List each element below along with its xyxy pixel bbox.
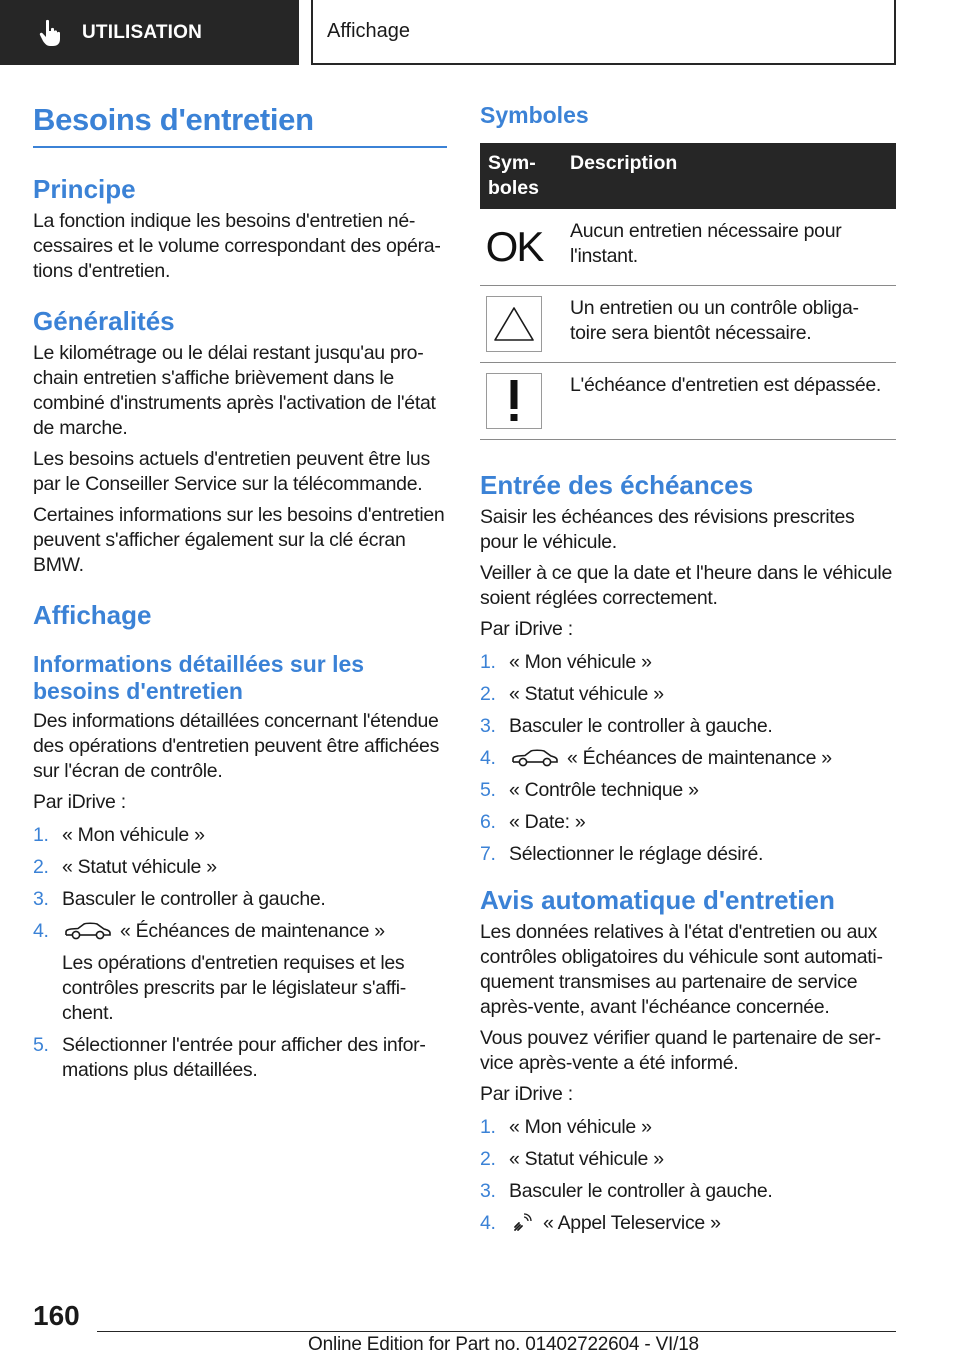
chapter-title: Affichage: [327, 20, 411, 42]
footer-divider: [97, 1331, 896, 1332]
step-number: 5.: [33, 1034, 49, 1056]
step-number: 4.: [33, 920, 49, 942]
steps-list: [480, 1115, 896, 1236]
heading-entree: Entrée des échéances: [480, 470, 754, 500]
step-text: Basculer le controller à gauche.: [509, 1180, 773, 1202]
table-header-symbols: Symboles: [480, 143, 562, 209]
table-cell-description: L'échéance d'entretien est dépassée.: [562, 363, 896, 440]
list-item: [33, 919, 447, 1026]
heading-generalites: Généralités: [33, 306, 175, 336]
step-number: 4.: [480, 747, 496, 769]
paragraph: Des informations détaillées concernant l'étendue des opérations d'entretien peuvent être affichées sur l'écran de contrôle.: [33, 710, 440, 782]
heading-affichage: Affichage: [33, 600, 152, 630]
step-number: 4.: [480, 1212, 496, 1234]
footer-edition: Online Edition for Part no. 01402722604 - VI/18: [308, 1334, 699, 1355]
car-icon: [511, 748, 559, 768]
step-text: Basculer le controller à gauche.: [509, 715, 773, 737]
step-subtext: Les opérations d'entretien requises et les contrôles prescrits par le législateur s'affichent.: [62, 952, 407, 1024]
table-cell-description: Un entretien ou un contrôle obligatoire sera bientôt nécessaire.: [562, 286, 896, 363]
paragraph: Par iDrive :: [33, 791, 126, 813]
list-item: [480, 778, 896, 803]
step-number: 1.: [33, 824, 49, 846]
chapter-header: [311, 0, 896, 65]
step-number: 7.: [480, 843, 496, 865]
list-item: [480, 650, 896, 675]
list-item: [480, 1179, 896, 1204]
table-row: [480, 209, 896, 286]
heading-symboles: Symboles: [480, 102, 589, 128]
step-number: 3.: [480, 715, 496, 737]
step-text: Basculer le controller à gauche.: [62, 888, 326, 910]
list-item: [33, 823, 447, 848]
steps-list: [480, 650, 896, 867]
table-row: [480, 363, 896, 440]
step-number: 2.: [33, 856, 49, 878]
paragraph: Les besoins actuels d'entretien peuvent être lus par le Conseiller Service sur la télécommande.: [33, 448, 430, 495]
list-item: [480, 810, 896, 835]
list-item: [480, 1211, 896, 1236]
step-text: « Statut véhicule »: [62, 856, 217, 878]
step-text: « Échéances de maintenance »: [567, 747, 832, 769]
table-row: [480, 286, 896, 363]
step-number: 6.: [480, 811, 496, 833]
paragraph: Saisir les échéances des révisions prescrites pour le véhicule.: [480, 506, 855, 553]
paragraph: Le kilométrage ou le délai restant jusqu'au prochain entretien s'affiche brièvement dans le combiné d'instruments après l'activation de l'état de marche.: [33, 342, 436, 439]
table-header-description: Description: [562, 143, 896, 209]
step-text: Sélectionner l'entrée pour afficher des informations plus détaillées.: [62, 1034, 426, 1081]
paragraph: Par iDrive :: [480, 1083, 573, 1105]
list-item: [33, 855, 447, 880]
left-column: [33, 96, 447, 1090]
list-item: [480, 1147, 896, 1172]
ok-icon: [486, 219, 542, 275]
step-text: Sélectionner le réglage désiré.: [509, 843, 764, 865]
step-text: « Mon véhicule »: [62, 824, 205, 846]
list-item: [33, 887, 447, 912]
car-icon: [64, 921, 112, 941]
step-text: « Mon véhicule »: [509, 651, 652, 673]
paragraph: La fonction indique les besoins d'entretien nécessaires et le volume correspondant des opérations d'entretien.: [33, 210, 441, 282]
step-text: « Échéances de maintenance »: [120, 920, 385, 942]
right-column: [480, 96, 896, 1243]
step-number: 3.: [480, 1180, 496, 1202]
exclamation-icon: [486, 373, 542, 429]
step-text: « Mon véhicule »: [509, 1116, 652, 1138]
step-number: 1.: [480, 651, 496, 673]
section-header: [0, 0, 299, 65]
step-number: 1.: [480, 1116, 496, 1138]
step-text: « Statut véhicule »: [509, 1148, 664, 1170]
phone-service-icon: [513, 1212, 533, 1232]
paragraph: Veiller à ce que la date et l'heure dans le véhicule soient réglées correctement.: [480, 562, 892, 609]
ok-symbol-text: OK: [485, 223, 543, 270]
section-title: UTILISATION: [82, 21, 203, 43]
step-number: 3.: [33, 888, 49, 910]
paragraph: Vous pouvez vérifier quand le partenaire de service après-vente a été informé.: [480, 1027, 882, 1074]
hand-pointer-icon: [36, 18, 66, 48]
heading-principe: Principe: [33, 174, 136, 204]
symbols-table: [480, 143, 896, 440]
warning-triangle-icon: [486, 296, 542, 352]
paragraph: Certaines informations sur les besoins d'entretien peuvent s'afficher également sur la clé écran BMW.: [33, 504, 445, 576]
step-number: 2.: [480, 1148, 496, 1170]
list-item: [480, 746, 896, 771]
steps-list: [33, 823, 447, 1083]
heading-details: Informations détaillées sur les besoins d'entretien: [33, 651, 365, 704]
list-item: [480, 1115, 896, 1140]
page-title: Besoins d'entretien: [33, 102, 447, 148]
heading-avis: Avis automatique d'entretien: [480, 885, 835, 915]
step-text: « Date: »: [509, 811, 586, 833]
step-text: « Appel Teleservice »: [543, 1212, 721, 1234]
step-number: 2.: [480, 683, 496, 705]
table-cell-description: Aucun entretien nécessaire pour l'instant.: [562, 209, 896, 286]
list-item: [33, 1033, 447, 1083]
paragraph: Les données relatives à l'état d'entretien ou aux contrôles obligatoires du véhicule sont automatiquement transmises au partenaire de service après-vente, avant l'échéance concernée.: [480, 921, 883, 1018]
step-text: « Contrôle technique »: [509, 779, 699, 801]
paragraph: Par iDrive :: [480, 618, 573, 640]
page-number: 160: [33, 1300, 80, 1331]
list-item: [480, 682, 896, 707]
list-item: [480, 714, 896, 739]
step-number: 5.: [480, 779, 496, 801]
list-item: [480, 842, 896, 867]
step-text: « Statut véhicule »: [509, 683, 664, 705]
